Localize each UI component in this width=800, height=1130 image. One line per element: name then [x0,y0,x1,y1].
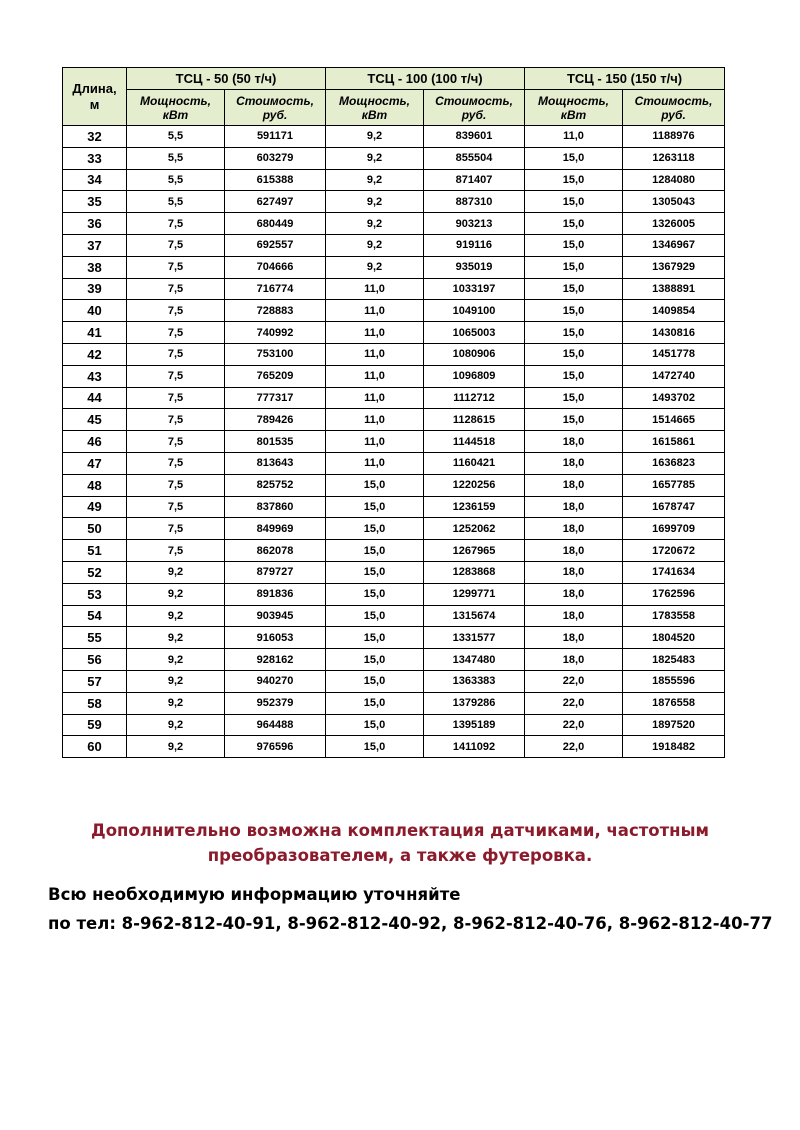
cost-unit: руб. [661,107,686,122]
cost-cell-tsc-100: 887310 [424,191,525,213]
length-cell: 54 [63,605,127,627]
table-row [63,191,725,213]
power-cell-tsc-150: 15,0 [525,322,623,344]
power-cell-tsc-100: 15,0 [326,540,424,562]
power-cell-tsc-100: 15,0 [326,561,424,583]
length-header-unit: м [89,96,100,112]
power-cell-tsc-100: 11,0 [326,365,424,387]
contact-phones: по тел: 8-962-812-40-91, 8-962-812-40-92, 8-962-812-40-76, 8-962-812-40-77 [48,914,773,933]
cost-unit: руб. [461,107,487,122]
cost-cell-tsc-50: 801535 [225,431,326,453]
cost-cell-tsc-150: 1855596 [623,670,725,692]
cost-header-tsc-150 [623,90,725,126]
table-row [63,540,725,562]
power-cell-tsc-150: 15,0 [525,409,623,431]
power-cell-tsc-50: 7,5 [127,496,225,518]
table-row [63,649,725,671]
power-cell-tsc-50: 7,5 [127,213,225,235]
power-cell-tsc-150: 15,0 [525,213,623,235]
table-row [63,670,725,692]
power-cell-tsc-50: 9,2 [127,714,225,736]
power-cell-tsc-100: 11,0 [326,409,424,431]
power-cell-tsc-150: 18,0 [525,496,623,518]
cost-cell-tsc-150: 1825483 [623,649,725,671]
power-cell-tsc-100: 11,0 [326,278,424,300]
cost-cell-tsc-150: 1514665 [623,409,725,431]
power-label: Мощность, [339,93,410,108]
cost-cell-tsc-150: 1451778 [623,343,725,365]
cost-cell-tsc-100: 1411092 [424,736,525,758]
power-cell-tsc-150: 18,0 [525,605,623,627]
cost-cell-tsc-150: 1699709 [623,518,725,540]
power-cell-tsc-150: 22,0 [525,714,623,736]
cost-cell-tsc-150: 1741634 [623,561,725,583]
length-cell: 47 [63,452,127,474]
power-cell-tsc-100: 15,0 [326,496,424,518]
length-cell: 52 [63,561,127,583]
cost-cell-tsc-100: 1267965 [424,540,525,562]
power-cell-tsc-50: 9,2 [127,670,225,692]
power-cell-tsc-150: 18,0 [525,474,623,496]
cost-cell-tsc-50: 837860 [225,496,326,518]
cost-cell-tsc-150: 1762596 [623,583,725,605]
length-cell: 46 [63,431,127,453]
cost-cell-tsc-50: 627497 [225,191,326,213]
power-cell-tsc-150: 15,0 [525,169,623,191]
cost-cell-tsc-50: 813643 [225,452,326,474]
power-cell-tsc-50: 7,5 [127,343,225,365]
power-cell-tsc-150: 15,0 [525,147,623,169]
length-cell: 60 [63,736,127,758]
table-row [63,278,725,300]
length-cell: 34 [63,169,127,191]
cost-cell-tsc-50: 849969 [225,518,326,540]
power-cell-tsc-50: 5,5 [127,126,225,148]
table-row [63,605,725,627]
power-cell-tsc-150: 22,0 [525,736,623,758]
table-row [63,452,725,474]
length-cell: 50 [63,518,127,540]
cost-cell-tsc-150: 1615861 [623,431,725,453]
power-cell-tsc-50: 7,5 [127,322,225,344]
table-header [63,68,725,126]
table-row [63,496,725,518]
cost-label: Стоимость, [236,93,314,108]
power-cell-tsc-100: 15,0 [326,649,424,671]
table-row [63,627,725,649]
power-cell-tsc-100: 9,2 [326,234,424,256]
power-cell-tsc-150: 18,0 [525,540,623,562]
power-cell-tsc-100: 15,0 [326,605,424,627]
length-column-header [63,68,127,126]
length-cell: 38 [63,256,127,278]
table-row [63,365,725,387]
cost-cell-tsc-100: 1315674 [424,605,525,627]
cost-cell-tsc-100: 855504 [424,147,525,169]
length-cell: 35 [63,191,127,213]
table-row [63,300,725,322]
model-header-tsc-50: ТСЦ - 50 (50 т/ч) [127,68,326,90]
note-line-1: Дополнительно возможна комплектация датчиками, частотным [91,821,709,840]
table-row [63,561,725,583]
power-cell-tsc-50: 7,5 [127,387,225,409]
power-cell-tsc-50: 7,5 [127,278,225,300]
power-cell-tsc-150: 15,0 [525,234,623,256]
cost-cell-tsc-150: 1409854 [623,300,725,322]
cost-label: Стоимость, [435,93,513,108]
cost-cell-tsc-100: 1065003 [424,322,525,344]
table-row [63,234,725,256]
cost-cell-tsc-100: 919116 [424,234,525,256]
cost-cell-tsc-50: 879727 [225,561,326,583]
cost-cell-tsc-100: 1160421 [424,452,525,474]
note-line-2: преобразователем, а также футеровка. [207,846,593,865]
cost-cell-tsc-50: 916053 [225,627,326,649]
power-cell-tsc-100: 11,0 [326,343,424,365]
cost-header-tsc-100 [424,90,525,126]
cost-cell-tsc-50: 765209 [225,365,326,387]
power-cell-tsc-100: 15,0 [326,670,424,692]
cost-cell-tsc-100: 1347480 [424,649,525,671]
header-row-subcolumns [63,90,725,126]
length-cell: 32 [63,126,127,148]
cost-cell-tsc-100: 1033197 [424,278,525,300]
power-unit: кВт [361,107,388,122]
power-cell-tsc-100: 9,2 [326,169,424,191]
power-cell-tsc-50: 9,2 [127,561,225,583]
table-row [63,518,725,540]
cost-cell-tsc-150: 1804520 [623,627,725,649]
cost-cell-tsc-50: 603279 [225,147,326,169]
cost-unit: руб. [262,107,288,122]
cost-cell-tsc-150: 1263118 [623,147,725,169]
length-cell: 55 [63,627,127,649]
length-cell: 48 [63,474,127,496]
cost-cell-tsc-150: 1346967 [623,234,725,256]
cost-cell-tsc-50: 964488 [225,714,326,736]
power-cell-tsc-100: 15,0 [326,692,424,714]
length-cell: 37 [63,234,127,256]
power-cell-tsc-50: 9,2 [127,627,225,649]
length-cell: 43 [63,365,127,387]
power-cell-tsc-100: 15,0 [326,736,424,758]
cost-cell-tsc-100: 1236159 [424,496,525,518]
cost-cell-tsc-100: 1379286 [424,692,525,714]
power-cell-tsc-50: 7,5 [127,409,225,431]
cost-cell-tsc-150: 1918482 [623,736,725,758]
power-cell-tsc-50: 7,5 [127,452,225,474]
cost-cell-tsc-50: 728883 [225,300,326,322]
table-row [63,322,725,344]
cost-cell-tsc-150: 1897520 [623,714,725,736]
power-unit: кВт [162,107,189,122]
power-cell-tsc-100: 11,0 [326,322,424,344]
cost-cell-tsc-100: 1080906 [424,343,525,365]
table-row [63,147,725,169]
cost-cell-tsc-50: 692557 [225,234,326,256]
cost-cell-tsc-150: 1876558 [623,692,725,714]
cost-cell-tsc-50: 862078 [225,540,326,562]
contact-intro: Всю необходимую информацию уточняйте [48,885,461,904]
table-row [63,213,725,235]
cost-header-tsc-50 [225,90,326,126]
cost-cell-tsc-100: 1331577 [424,627,525,649]
table-row [63,409,725,431]
power-cell-tsc-100: 11,0 [326,300,424,322]
power-cell-tsc-100: 11,0 [326,387,424,409]
cost-cell-tsc-150: 1305043 [623,191,725,213]
header-row-models [63,68,725,90]
power-cell-tsc-100: 15,0 [326,474,424,496]
cost-cell-tsc-50: 753100 [225,343,326,365]
cost-cell-tsc-150: 1284080 [623,169,725,191]
cost-cell-tsc-100: 1112712 [424,387,525,409]
cost-cell-tsc-50: 940270 [225,670,326,692]
additional-options-note [60,818,740,868]
model-header-tsc-100: ТСЦ - 100 (100 т/ч) [326,68,525,90]
cost-cell-tsc-100: 871407 [424,169,525,191]
cost-cell-tsc-150: 1367929 [623,256,725,278]
length-cell: 53 [63,583,127,605]
power-cell-tsc-150: 15,0 [525,191,623,213]
cost-cell-tsc-50: 716774 [225,278,326,300]
length-cell: 45 [63,409,127,431]
power-cell-tsc-150: 18,0 [525,431,623,453]
cost-cell-tsc-100: 1049100 [424,300,525,322]
power-cell-tsc-150: 15,0 [525,278,623,300]
power-cell-tsc-100: 9,2 [326,147,424,169]
power-cell-tsc-100: 15,0 [326,627,424,649]
table-row [63,474,725,496]
power-cell-tsc-150: 18,0 [525,583,623,605]
cost-cell-tsc-150: 1472740 [623,365,725,387]
power-cell-tsc-150: 15,0 [525,387,623,409]
power-label: Мощность, [140,93,211,108]
table-row [63,169,725,191]
cost-cell-tsc-50: 891836 [225,583,326,605]
length-cell: 51 [63,540,127,562]
cost-cell-tsc-150: 1326005 [623,213,725,235]
cost-cell-tsc-150: 1783558 [623,605,725,627]
table-row [63,736,725,758]
power-cell-tsc-150: 15,0 [525,343,623,365]
cost-cell-tsc-50: 903945 [225,605,326,627]
power-cell-tsc-150: 11,0 [525,126,623,148]
power-cell-tsc-50: 5,5 [127,147,225,169]
cost-cell-tsc-150: 1678747 [623,496,725,518]
cost-cell-tsc-100: 935019 [424,256,525,278]
power-cell-tsc-150: 18,0 [525,649,623,671]
power-cell-tsc-100: 9,2 [326,256,424,278]
power-cell-tsc-50: 9,2 [127,649,225,671]
power-header-tsc-50 [127,90,225,126]
power-label: Мощность, [538,93,609,108]
cost-cell-tsc-150: 1720672 [623,540,725,562]
table-row [63,387,725,409]
cost-cell-tsc-50: 591171 [225,126,326,148]
power-cell-tsc-50: 5,5 [127,191,225,213]
length-cell: 59 [63,714,127,736]
table-row [63,714,725,736]
length-cell: 44 [63,387,127,409]
power-cell-tsc-50: 7,5 [127,474,225,496]
length-cell: 33 [63,147,127,169]
cost-cell-tsc-100: 1395189 [424,714,525,736]
power-cell-tsc-100: 11,0 [326,452,424,474]
power-cell-tsc-100: 9,2 [326,126,424,148]
power-cell-tsc-50: 7,5 [127,234,225,256]
power-header-tsc-150 [525,90,623,126]
cost-cell-tsc-100: 1220256 [424,474,525,496]
power-cell-tsc-150: 18,0 [525,627,623,649]
length-cell: 57 [63,670,127,692]
power-cell-tsc-150: 18,0 [525,561,623,583]
cost-cell-tsc-50: 704666 [225,256,326,278]
power-cell-tsc-100: 15,0 [326,583,424,605]
price-table [62,67,725,758]
length-cell: 39 [63,278,127,300]
power-cell-tsc-50: 7,5 [127,256,225,278]
power-cell-tsc-150: 22,0 [525,670,623,692]
cost-cell-tsc-50: 740992 [225,322,326,344]
power-cell-tsc-50: 5,5 [127,169,225,191]
power-cell-tsc-100: 15,0 [326,518,424,540]
cost-cell-tsc-50: 976596 [225,736,326,758]
power-cell-tsc-100: 11,0 [326,431,424,453]
cost-cell-tsc-150: 1430816 [623,322,725,344]
power-cell-tsc-150: 15,0 [525,365,623,387]
power-cell-tsc-100: 9,2 [326,213,424,235]
power-cell-tsc-50: 7,5 [127,518,225,540]
length-cell: 58 [63,692,127,714]
power-cell-tsc-150: 15,0 [525,256,623,278]
cost-cell-tsc-100: 1096809 [424,365,525,387]
power-cell-tsc-50: 9,2 [127,692,225,714]
power-unit: кВт [560,107,587,122]
table-row [63,692,725,714]
length-cell: 49 [63,496,127,518]
length-cell: 41 [63,322,127,344]
cost-cell-tsc-50: 615388 [225,169,326,191]
table-row [63,583,725,605]
cost-cell-tsc-100: 839601 [424,126,525,148]
cost-cell-tsc-100: 1283868 [424,561,525,583]
cost-cell-tsc-150: 1188976 [623,126,725,148]
cost-cell-tsc-100: 1144518 [424,431,525,453]
length-cell: 42 [63,343,127,365]
power-cell-tsc-50: 7,5 [127,431,225,453]
power-cell-tsc-150: 18,0 [525,518,623,540]
table-row [63,343,725,365]
power-cell-tsc-100: 15,0 [326,714,424,736]
length-cell: 40 [63,300,127,322]
power-cell-tsc-150: 18,0 [525,452,623,474]
cost-cell-tsc-50: 825752 [225,474,326,496]
cost-cell-tsc-50: 928162 [225,649,326,671]
cost-cell-tsc-50: 777317 [225,387,326,409]
table-body [63,126,725,758]
cost-cell-tsc-100: 903213 [424,213,525,235]
cost-cell-tsc-150: 1493702 [623,387,725,409]
table-row [63,256,725,278]
table-row [63,126,725,148]
power-cell-tsc-50: 7,5 [127,300,225,322]
cost-cell-tsc-100: 1252062 [424,518,525,540]
cost-cell-tsc-150: 1388891 [623,278,725,300]
cost-cell-tsc-50: 952379 [225,692,326,714]
cost-cell-tsc-100: 1299771 [424,583,525,605]
cost-cell-tsc-100: 1128615 [424,409,525,431]
power-cell-tsc-50: 9,2 [127,605,225,627]
power-cell-tsc-50: 7,5 [127,540,225,562]
cost-cell-tsc-100: 1363383 [424,670,525,692]
power-cell-tsc-50: 9,2 [127,583,225,605]
cost-cell-tsc-50: 680449 [225,213,326,235]
length-cell: 56 [63,649,127,671]
cost-label: Стоимость, [634,93,713,108]
cost-cell-tsc-150: 1657785 [623,474,725,496]
power-cell-tsc-150: 22,0 [525,692,623,714]
power-cell-tsc-50: 7,5 [127,365,225,387]
cost-cell-tsc-150: 1636823 [623,452,725,474]
power-header-tsc-100 [326,90,424,126]
power-cell-tsc-150: 15,0 [525,300,623,322]
model-header-tsc-150: ТСЦ - 150 (150 т/ч) [525,68,725,90]
power-cell-tsc-100: 9,2 [326,191,424,213]
power-cell-tsc-50: 9,2 [127,736,225,758]
cost-cell-tsc-50: 789426 [225,409,326,431]
length-header-label: Длина, [72,80,117,96]
table-row [63,431,725,453]
length-cell: 36 [63,213,127,235]
